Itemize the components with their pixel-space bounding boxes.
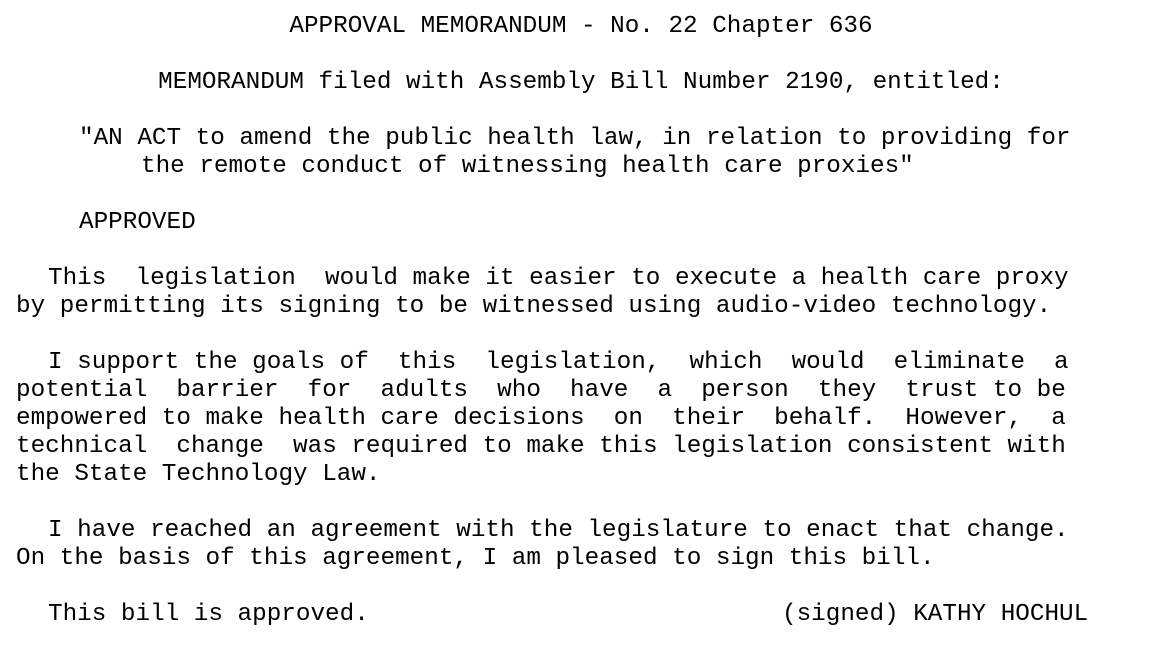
approved-label: APPROVED: [79, 209, 196, 236]
paragraph-2-line-2: potential barrier for adults who have a person they trust to be: [16, 377, 1066, 404]
paragraph-1-line-2: by permitting its signing to be witnessed using audio-video technology.: [16, 293, 1052, 320]
act-title-line-2: the remote conduct of witnessing health care proxies": [141, 153, 914, 180]
paragraph-2-line-3: empowered to make health care decisions on their behalf. However, a: [16, 405, 1066, 432]
paragraph-2-line-4: technical change was required to make this legislation consistent with: [16, 433, 1066, 460]
paragraph-1-line-1: This legislation would make it easier to execute a health care proxy: [48, 265, 1069, 292]
paragraph-2-line-5: the State Technology Law.: [16, 461, 381, 488]
paragraph-3-line-2: On the basis of this agreement, I am pleased to sign this bill.: [16, 545, 935, 572]
act-title-line-1: "AN ACT to amend the public health law, in relation to providing for: [79, 125, 1071, 152]
filed-with-line: MEMORANDUM filed with Assembly Bill Number 2190, entitled:: [158, 69, 1004, 96]
paragraph-2-line-1: I support the goals of this legislation, which would eliminate a: [48, 349, 1069, 376]
memo-heading: APPROVAL MEMORANDUM - No. 22 Chapter 636: [289, 13, 873, 40]
paragraph-3-line-1: I have reached an agreement with the legislature to enact that change.: [48, 517, 1069, 544]
approval-statement: This bill is approved.: [48, 601, 369, 628]
signature-line: (signed) KATHY HOCHUL: [782, 601, 1089, 628]
